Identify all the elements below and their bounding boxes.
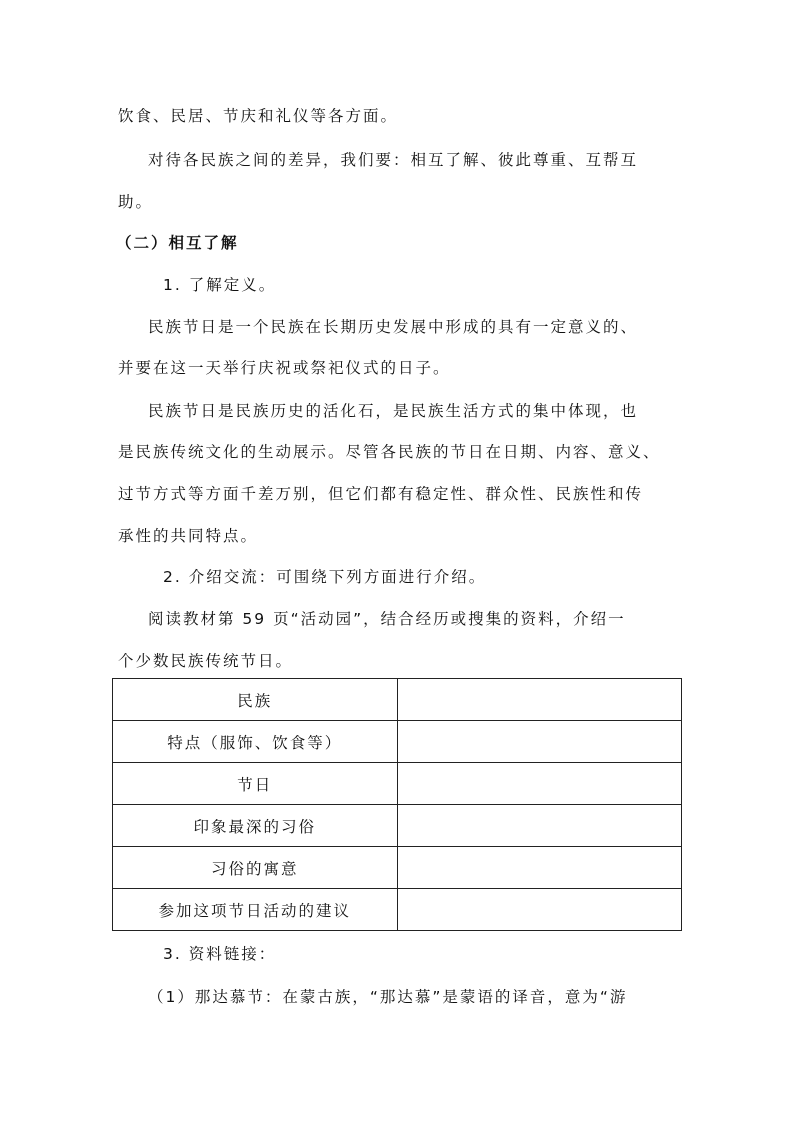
table-cell-value[interactable] <box>397 763 682 805</box>
table-row <box>113 763 682 805</box>
table-cell-label: 特点（服饰、饮食等） <box>113 721 398 763</box>
paragraph-line: 承性的共同特点。 <box>118 527 259 545</box>
table-cell-value[interactable] <box>397 679 682 721</box>
paragraph-line: 对待各民族之间的差异，我们要：相互了解、彼此尊重、互帮互 <box>148 151 639 169</box>
list-item: 1. 了解定义。 <box>163 276 277 294</box>
paragraph-line: 阅读教材第 59 页“活动园”，结合经历或搜集的资料，介绍一 <box>148 610 626 628</box>
paragraph-line: （1）那达慕节：在蒙古族，“那达慕”是蒙语的译音，意为“游 <box>148 988 628 1006</box>
paragraph-line: 并要在这一天举行庆祝或祭祀仪式的日子。 <box>118 359 451 377</box>
table-row <box>113 679 682 721</box>
table-cell-label: 民族 <box>113 679 398 721</box>
paragraph-line: 过节方式等方面千差万别，但它们都有稳定性、群众性、民族性和传 <box>118 485 644 503</box>
paragraph-line: 个少数民族传统节日。 <box>118 652 294 670</box>
table-row <box>113 847 682 889</box>
table-cell-label: 习俗的寓意 <box>113 847 398 889</box>
table-cell-label: 参加这项节日活动的建议 <box>113 889 398 931</box>
table-row <box>113 889 682 931</box>
table-cell-value[interactable] <box>397 889 682 931</box>
table-cell-label: 印象最深的习俗 <box>113 805 398 847</box>
festival-info-table <box>112 678 682 931</box>
table-cell-value[interactable] <box>397 805 682 847</box>
section-heading: （二）相互了解 <box>116 234 239 252</box>
paragraph-line: 饮食、民居、节庆和礼仪等各方面。 <box>118 107 399 125</box>
table-cell-value[interactable] <box>397 847 682 889</box>
paragraph-line: 是民族传统文化的生动展示。尽管各民族的节日在日期、内容、意义、 <box>118 443 661 461</box>
list-item: 3. 资料链接： <box>163 945 277 963</box>
paragraph-line: 民族节日是民族历史的活化石，是民族生活方式的集中体现，也 <box>148 402 639 420</box>
table-row <box>113 721 682 763</box>
table-cell-label: 节日 <box>113 763 398 805</box>
list-item: 2. 介绍交流：可围绕下列方面进行介绍。 <box>163 568 487 586</box>
paragraph-line: 民族节日是一个民族在长期历史发展中形成的具有一定意义的、 <box>148 318 639 336</box>
paragraph-line: 助。 <box>118 193 154 211</box>
table-cell-value[interactable] <box>397 721 682 763</box>
table-row <box>113 805 682 847</box>
